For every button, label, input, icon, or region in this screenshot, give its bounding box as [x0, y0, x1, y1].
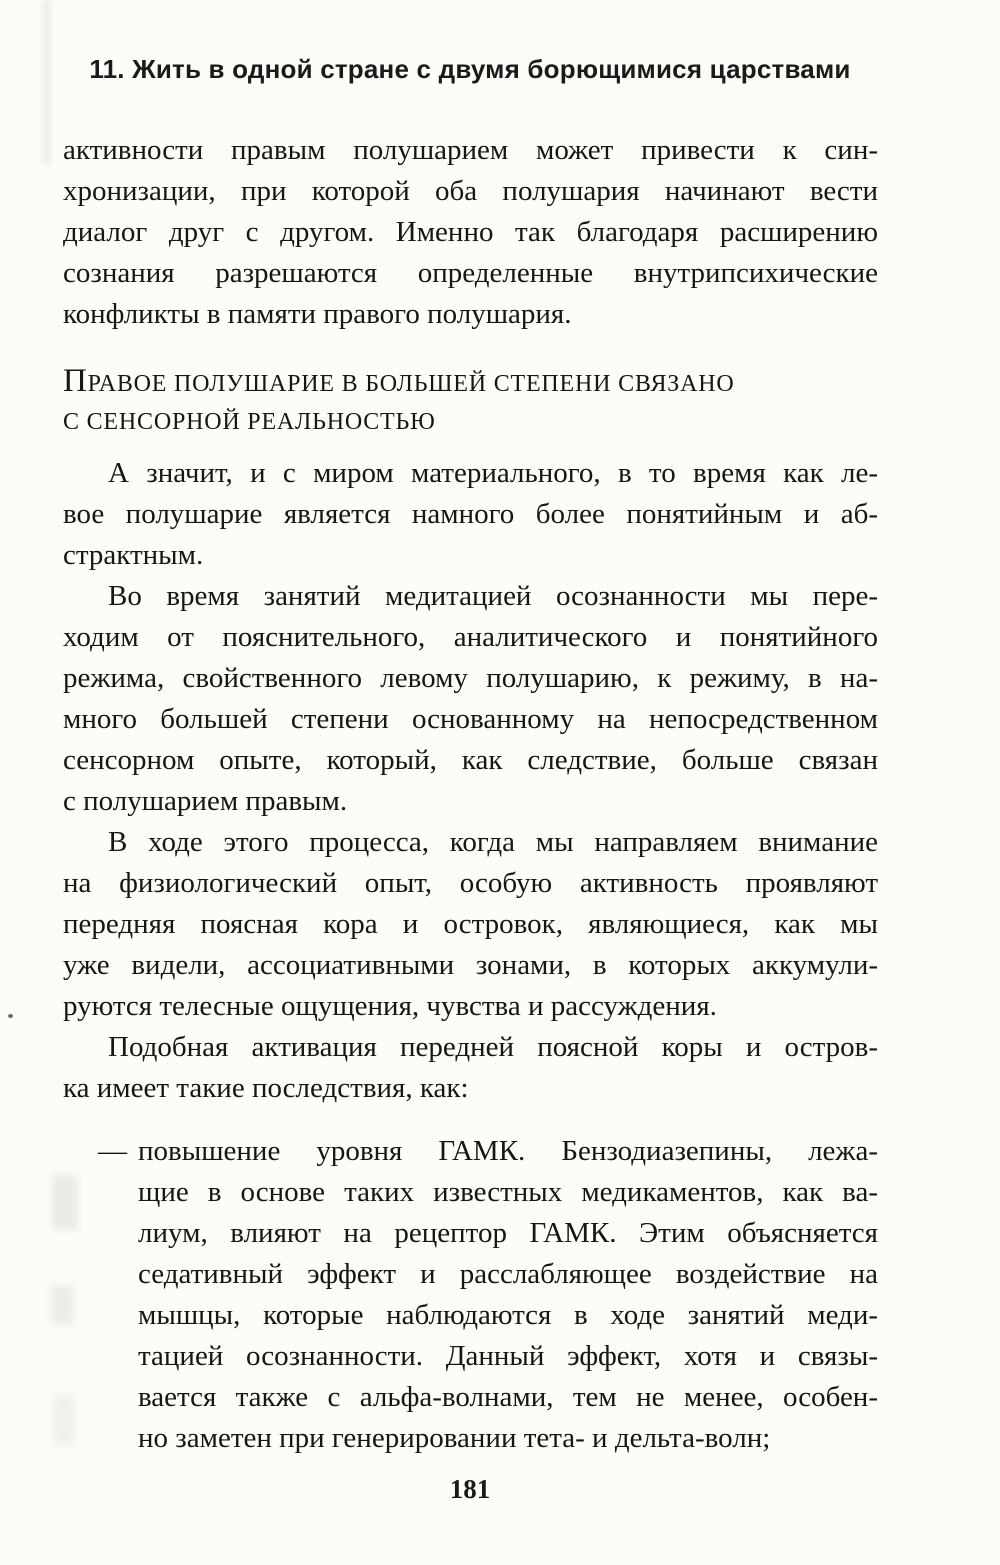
text-line: вается также с альфа-волнами, тем не менее, особен-: [138, 1381, 878, 1413]
text-line: мышцы, которые наблюдаются в ходе занятий меди-: [138, 1299, 878, 1331]
text-line: седативный эффект и расслабляющее воздействие на: [138, 1258, 878, 1290]
text-line: повышение уровня ГАМК. Бензодиазепины, лежа-: [138, 1135, 878, 1167]
text-line: диалог друг с другом. Именно так благодаря расширению: [63, 216, 878, 248]
text-line: ходим от пояснительного, аналитического и понятийного: [63, 621, 878, 653]
text-line: с полушарием правым.: [63, 785, 348, 817]
text-line: С СЕНСОРНОЙ РЕАЛЬНОСТЬЮ: [63, 409, 436, 435]
paragraph: [63, 1027, 878, 1109]
paragraph: [63, 130, 878, 335]
text-line: В ходе этого процесса, когда мы направляем внимание: [108, 826, 878, 858]
text-line: много большей степени основанному на непосредственном: [63, 703, 878, 735]
text-line: но заметен при генерировании тета- и дельта-волн;: [138, 1422, 771, 1454]
text-line: руются телесные ощущения, чувства и рассуждения.: [63, 990, 717, 1022]
paragraph: [63, 453, 878, 576]
text-line: ПРАВОЕ ПОЛУШАРИЕ В БОЛЬШЕЙ СТЕПЕНИ СВЯЗАНО: [63, 363, 735, 399]
section-heading: [63, 361, 878, 443]
text-line: щие в основе таких известных медикаментов, как ва-: [138, 1176, 878, 1208]
text-line: сенсорном опыте, который, как следствие, больше связан: [63, 744, 878, 776]
list-item: [63, 1131, 878, 1459]
text-line: сознания разрешаются определенные внутрипсихические: [63, 257, 878, 289]
list-dash-marker: —: [98, 1135, 127, 1167]
text-line: Подобная активация передней поясной коры и остров-: [108, 1031, 878, 1063]
text-line: активности правым полушарием может привести к син-: [63, 134, 878, 166]
text-line: А значит, и с миром материального, в то время как ле-: [108, 457, 878, 489]
text-line: хронизации, при которой оба полушария начинают вести: [63, 175, 878, 207]
text-line: уже видели, ассоциативными зонами, в которых аккумули-: [63, 949, 878, 981]
text-line: режима, свойственного левому полушарию, к режиму, в на-: [63, 662, 878, 694]
page-body: [63, 130, 878, 1459]
page-number: 181: [449, 1474, 491, 1504]
text-line: лиум, влияют на рецептор ГАМК. Этим объясняется: [138, 1217, 878, 1249]
text-line: вое полушарие является намного более понятийным и аб-: [63, 498, 878, 530]
paragraph: [63, 576, 878, 822]
text-line: ка имеет такие последствия, как:: [63, 1072, 469, 1104]
paragraph: [63, 822, 878, 1027]
text-line: передняя поясная кора и островок, являющиеся, как мы: [63, 908, 878, 940]
scan-artifact-dot: [8, 1014, 13, 1018]
text-line: Во время занятий медитацией осознанности мы пере-: [108, 580, 878, 612]
text-line: конфликты в памяти правого полушария.: [63, 298, 572, 330]
text-line: на физиологический опыт, особую активность проявляют: [63, 867, 878, 899]
running-header: 11. Жить в одной стране с двумя борющимися царствами: [89, 54, 851, 84]
text-line: тацией осознанности. Данный эффект, хотя и связы-: [138, 1340, 878, 1372]
text-line: страктным.: [63, 539, 204, 571]
text-blocks: [63, 130, 878, 1459]
